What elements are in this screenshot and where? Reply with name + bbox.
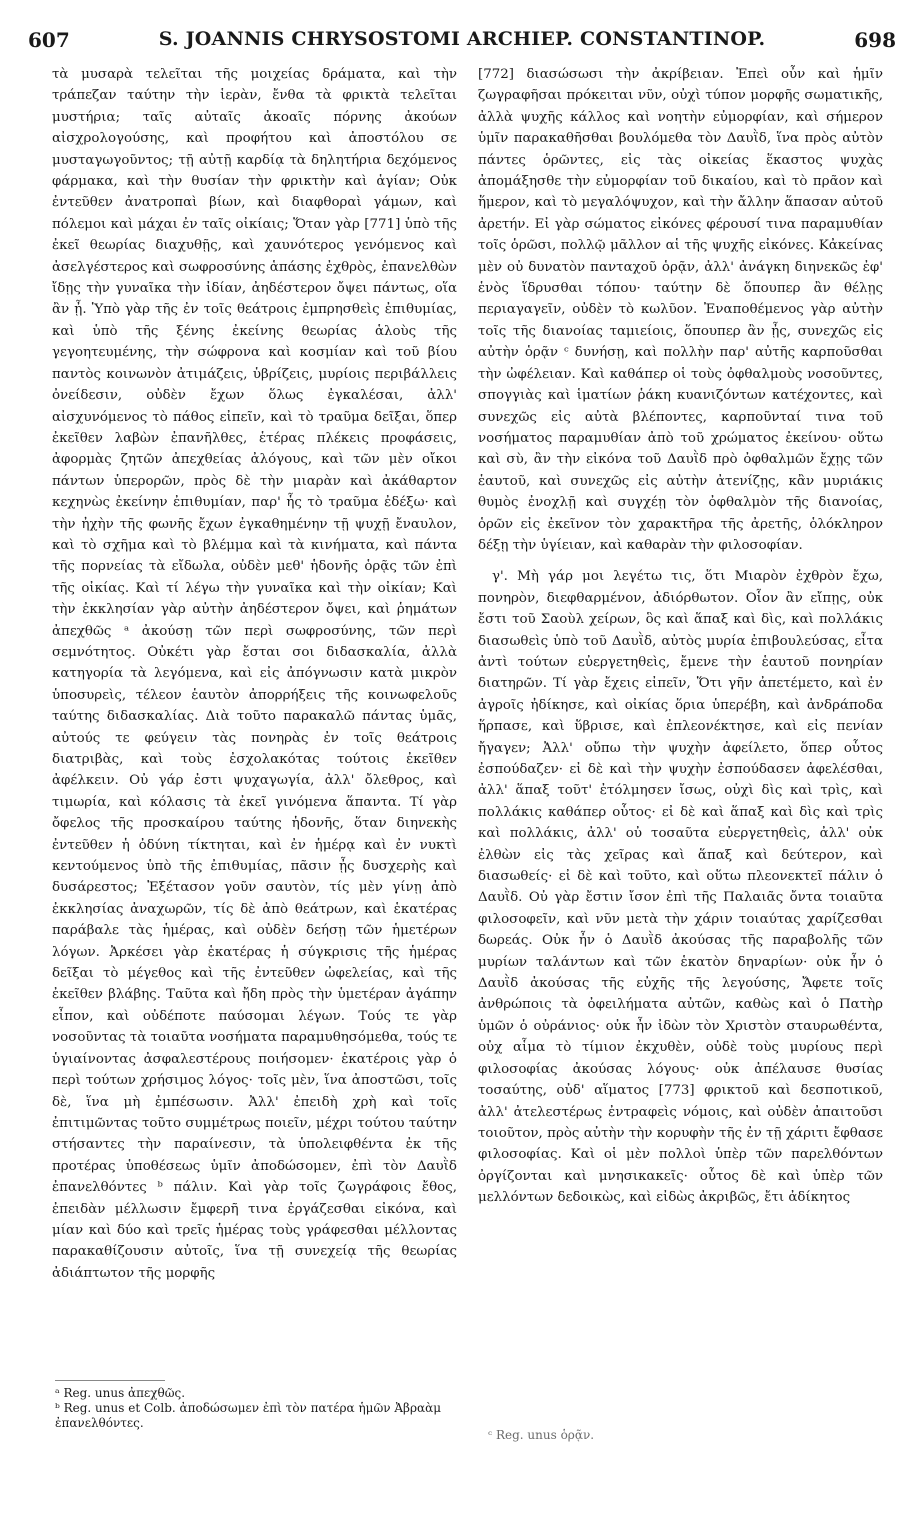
right-paragraph: [772] διασώσωσι τὴν ἀκρίβειαν. Ἐπεὶ οὖν καὶ ἡμῖν ζωγραφῆσαι πρόκειται νῦν, οὐχὶ τύπον μορφῆς σωματικῆς, ἀλλὰ ψυχῆς κάλλος καὶ νοητὴν εὐμορφίαν, καὶ σήμερον ὑμῖν παρακαθῆσθαι βουλόμεθα τὸν Δαυῒδ, ἵνα πρὸς αὐτὸν πάντες ὁρῶντες, εἰς τὰς οἰκείας ἕκαστος ψυχὰς ἀπομάξησθε τὴν εὐμορφίαν τοῦ δικαίου, καὶ τὸ πρᾶον καὶ ἥμερον, καὶ τὸ μεγαλόψυχον, καὶ τὴν ἄλλην ἅπασαν αὐτοῦ ἀρετήν. Εἰ γὰρ σώματος εἰκόνες φέρουσί τινα παραμυθίαν τοῖς ὁρῶσι, πολλῷ μᾶλλον αἱ τῆς ψυχῆς εἰκόνες. Κἀκείνας μὲν οὐ δυνατὸν πανταχοῦ ὁρᾷν, ἀλλ' ἀνάγκη διηνεκῶς ἐφ' ἑνὸς ἵδρυσθαι τόπου· ταύτην δὲ ὅπουπερ ἂν θέλῃς περιαγαγεῖν, οὐδὲν τὸ κωλῦον. Ἐναποθέμενος γὰρ αὐτὴν τοῖς τῆς διανοίας ταμιείοις, ὅπουπερ ἂν ᾖς, συνεχῶς εἰς αὐτὴν ὁρᾷν ᶜ δυνήσῃ, καὶ πολλὴν παρ' αὐτῆς καρποῦσθαι τὴν ὠφέλειαν. Καὶ καθάπερ οἱ τοὺς ὀφθαλμοὺς νοσοῦντες, σπογγιὰς καὶ ἱματίων ῥάκη κυανιζόντων κατέχοντες, καὶ συνεχῶς εἰς αὐτὰ βλέποντες, καρποῦνταί τινα τοῦ νοσήματος παραμυθίαν ἀπὸ τοῦ χρώματος ἐκείνου· οὕτω καὶ σὺ, ἂν τὴν εἰκόνα τοῦ Δαυῒδ πρὸ ὀφθαλμῶν ἔχῃς τῶν ἑαυτοῦ, καὶ συνεχῶς εἰς αὐτὴν ἀτενίζῃς, κἂν μυριάκις θυμὸς ἐνοχλῇ καὶ συγχέῃ τὸν ὀφθαλμὸν τῆς διανοίας, ὁρῶν εἰς ἐκεῖνον τὸν χαρακτῆρα τῆς ἀρετῆς, ὁλόκληρον δέξῃ τὴν ὑγίειαν, καὶ καθαρὰν τὴν φιλοσοφίαν. <box>478 67 883 553</box>
footnotes-left <box>55 1386 455 1431</box>
footnote: ᵇ Reg. unus et Colb. ἀποδώσωμεν ἐπὶ τὸν πατέρα ἡμῶν Ἀβραὰμ ἐπανελθόντες. <box>55 1401 442 1430</box>
running-title: S. JOANNIS CHRYSOSTOMI ARCHIEP. CONSTANTINOP. <box>158 28 766 50</box>
page-number-left: 607 <box>28 28 70 52</box>
footnotes-right <box>488 1428 868 1443</box>
left-paragraph: τὰ μυσαρὰ τελεῖται τῆς μοιχείας δράματα, καὶ τὴν τράπεζαν ταύτην τὴν ἱερὰν, ἔνθα τὰ φρικτὰ τελεῖται μυστήρια; ταῖς αὐταῖς ἀκοαῖς πόρνης ἀκούων αἰσχρολογούσης, καὶ προφήτου καὶ ἀποστόλου σε μυσταγωγοῦντος; τῇ αὐτῇ καρδίᾳ τὰ δηλητήρια δεχόμενος φάρμακα, καὶ τὴν θυσίαν τὴν φρικτὴν καὶ ἁγίαν; Οὐκ ἐντεῦθεν ἀνατροπαὶ βίων, καὶ διαφθοραὶ γάμων, καὶ πόλεμοι καὶ μάχαι ἐν ταῖς οἰκίαις; Ὅταν γὰρ [771] ὑπὸ τῆς ἐκεῖ θεωρίας διαχυθῇς, καὶ χαυνότερος γενόμενος καὶ ἀσελγέστερος καὶ σωφροσύνης ἁπάσης ἐχθρὸς, ἐπανελθὼν ἴδῃς τὴν γυναῖκα τὴν ἰδίαν, ἀηδέστερον ὄψει πάντως, οἵα ἂν ᾖ. Ὑπὸ γὰρ τῆς ἐν τοῖς θεάτροις ἐμπρησθεὶς ἐπιθυμίας, καὶ ὑπὸ τῆς ξένης ἐκείνης θεωρίας ἁλοὺς τῆς γεγοητευμένης, τὴν σώφρονα καὶ κοσμίαν καὶ τοῦ βίου παντὸς κοινωνὸν ἀτιμάζεις, ὑβρίζεις, μυρίοις περιβάλλεις ὀνείδεσιν, οὐδὲν ἔχων ὅλως ἐγκαλέσαι, ἀλλ' αἰσχυνόμενος τὸ πάθος εἰπεῖν, καὶ τὸ τραῦμα δεῖξαι, ὅπερ ἐκεῖθεν λαβὼν ἐπανῆλθες, ἑτέρας πλέκεις προφάσεις, ἀφορμὰς ζητῶν ἀπεχθείας ἀλόγους, καὶ τῶν μὲν οἴκοι πάντων ὑπερορῶν, πρὸς δὲ τὴν μιαρὰν καὶ ἀκάθαρτον κεχηνὼς ἐκείνην ἐπιθυμίαν, παρ' ἧς τὸ τραῦμα ἐδέξω· καὶ τὴν ἠχὴν τῆς φωνῆς ἔχων ἐγκαθημένην τῇ ψυχῇ ἔναυλον, καὶ τὸ σχῆμα καὶ τὸ βλέμμα καὶ τὰ κινήματα, καὶ πάντα τῆς πορνείας τὰ εἴδωλα, οὐδὲν μεθ' ἡδονῆς ὁρᾷς τῶν ἐπὶ τῆς οἰκίας. Καὶ τί λέγω τὴν γυναῖκα καὶ τὴν οἰκίαν; Καὶ τὴν ἐκκλησίαν γὰρ αὐτὴν ἀηδέστερον ὄψει, καὶ ῥημάτων ἀπεχθῶς ᵃ ἀκούσῃ τῶν περὶ σωφροσύνης, τῶν περὶ σεμνότητος. Οὐκέτι γὰρ ἔσται σοι διδασκαλία, ἀλλὰ κατηγορία τὰ λεγόμενα, καὶ εἰς ἀπόγνωσιν κατὰ μικρὸν ὑποσυρεὶς, τέλεον ἑαυτὸν ἀπορρήξεις τῆς κοινωφελοῦς ταύτης διδασκαλίας. Διὰ τοῦτο παρακαλῶ πάντας ὑμᾶς, αὐτούς τε φεύγειν τὰς πονηρὰς ἐν τοῖς θεάτροις διατριβὰς, καὶ τοὺς ἐσχολακότας τούτοις ἐκεῖθεν ἀφέλκειν. Οὐ γάρ ἐστι ψυχαγωγία, ἀλλ' ὄλεθρος, καὶ τιμωρία, καὶ κόλασις τὰ ἐκεῖ γινόμενα ἅπαντα. Τί γὰρ ὄφελος τῆς προσκαίρου ταύτης ἡδονῆς, ὅταν διηνεκὴς ἐντεῦθεν ἡ ὀδύνη τίκτηται, καὶ ἐν ἡμέρᾳ καὶ ἐν νυκτὶ κεντούμενος ὑπὸ τῆς ἐπιθυμίας, πᾶσιν ᾖς δυσχερὴς καὶ δυσάρεστος; Ἐξέτασον γοῦν σαυτὸν, τίς μὲν γίνῃ ἀπὸ ἐκκλησίας ἀναχωρῶν, τίς δὲ ἀπὸ θεάτρων, καὶ ἑκατέρας παράβαλε τὰς ἡμέρας, καὶ οὐδὲν δεήσῃ τῶν ἡμετέρων λόγων. Ἀρκέσει γὰρ ἑκατέρας ἡ σύγκρισις τῆς ἡμέρας δεῖξαι τὸ μέγεθος καὶ τῆς ἐντεῦθεν ὠφελείας, καὶ τῆς ἐκεῖθεν βλάβης. Ταῦτα καὶ ἤδη πρὸς τὴν ὑμετέραν ἀγάπην εἶπον, καὶ οὐδέποτε παύσομαι λέγων. Τούς τε γὰρ νοσοῦντας τὰ τοιαῦτα νοσήματα παραμυθησόμεθα, τούς τε ὑγιαίνοντας ἀσφαλεστέρους ποιήσομεν· ἑκατέροις γὰρ ὁ περὶ τούτων χρήσιμος λόγος· τοῖς μὲν, ἵνα ἀποστῶσι, τοῖς δὲ, ἵνα μὴ ἐμπέσωσιν. Ἀλλ' ἐπειδὴ χρὴ καὶ τοῖς ἐπιτιμῶντας τοῦτο συμμέτρως ποιεῖν, μέχρι τούτου ταύτην στήσαντες τὴν παραίνεσιν, τὰ ὑπολειφθέντα ἐκ τῆς προτέρας ὑποθέσεως ὑμῖν ἀποδώσομεν, ἐπὶ τὸν Δαυῒδ ἐπανελθόντες ᵇ πάλιν. Καὶ γὰρ τοῖς ζωγράφοις ἔθος, ἐπειδὰν μέλλωσιν ἔμφερῆ τινα ἐργάζεσθαι εἰκόνα, καὶ μίαν καὶ δύο καὶ τρεῖς ἡμέρας τοὺς γράφεσθαι μέλλοντας παρακαθίζουσιν αὐτοῖς, ἵνα τῇ συνεχείᾳ τῆς θεωρίας ἀδιάπτωτον τῆς μορφῆς <box>52 67 457 1281</box>
right-paragraph: γ'. Μὴ γάρ μοι λεγέτω τις, ὅτι Μιαρὸν ἐχθρὸν ἔχω, πονηρὸν, διεφθαρμένον, ἀδιόρθωτον. Οἷον ἂν εἴπῃς, οὐκ ἔστι τοῦ Σαοὺλ χείρων, ὃς καὶ ἅπαξ καὶ δὶς, καὶ πολλάκις διασωθεὶς ὑπὸ τοῦ Δαυῒδ, αὐτὸς μυρία ἐπιβουλεύσας, εἶτα ἀντὶ τούτων εὐεργετηθεὶς, ἔμενε τὴν ἑαυτοῦ πονηρίαν διατηρῶν. Τί γὰρ ἔχεις εἰπεῖν, Ὅτι γῆν ἀπετέμετο, καὶ ἐν ἀγροῖς ἠδίκησε, καὶ οἰκίας ὅρια ὑπερέβη, καὶ ἀνδράποδα ἥρπασε, καὶ ὕβρισε, καὶ ἐπλεονέκτησε, καὶ εἰς πενίαν ἤγαγεν; Ἀλλ' οὔπω τὴν ψυχὴν ἀφείλετο, ὅπερ οὗτος ἐσπούδαζεν· εἰ δὲ καὶ τὴν ψυχὴν ἐσπούδασεν ἀφελέσθαι, ἀλλ' ἅπαξ τοῦτ' ἐτόλμησεν ἴσως, οὐχὶ δὶς καὶ τρὶς, καὶ πολλάκις καθάπερ οὗτος· εἰ δὲ καὶ ἅπαξ καὶ δὶς καὶ τρὶς καὶ πολλάκις, ἀλλ' οὐ τοσαῦτα εὐεργετηθεὶς, ἀλλ' οὐκ ἐλθὼν εἰς τὰς χεῖρας καὶ ἅπαξ καὶ δεύτερον, καὶ διασωθείς· εἰ δὲ καὶ τοῦτο, καὶ οὕτω πλεονεκτεῖ πάλιν ὁ Δαυῒδ. Οὐ γὰρ ἔστιν ἴσον ἐπὶ τῆς Παλαιᾶς ὄντα τοιαῦτα φιλοσοφεῖν, καὶ νῦν μετὰ τὴν χάριν τοιαύτας χαρίζεσθαι δωρεάς. Οὐκ ἦν ὁ Δαυῒδ ἀκούσας τῆς παραβολῆς τῶν μυρίων ταλάντων καὶ τῶν ἑκατὸν δηναρίων· οὐκ ἦν ὁ Δαυῒδ ἀκούσας τῆς εὐχῆς τῆς λεγούσης, Ἄφετε τοῖς ἀνθρώποις τὰ ὀφειλήματα αὐτῶν, καθὼς καὶ ὁ Πατὴρ ὑμῶν ὁ οὐράνιος· οὐκ ἦν ἰδὼν τὸν Χριστὸν σταυρωθέντα, οὐχ αἷμα τὸ τίμιον ἐκχυθὲν, οὐδὲ τοὺς μυρίους περὶ φιλοσοφίας ἀκούσας λόγους· οὐκ ἀπέλαυσε θυσίας τοσαύτης, οὐδ' αἵματος [773] φρικτοῦ καὶ δεσποτικοῦ, ἀλλ' ἀτελεστέρως ἐντραφεὶς νόμοις, καὶ οὐδὲν ἀπαιτοῦσι τοιοῦτον, πρὸς αὐτὴν τὴν κορυφὴν τῆς ἐν τῇ χάριτι ἔφθασε φιλοσοφίας. Καὶ οἱ μὲν πολλοὶ ὑπὲρ τῶν παρελθόντων ὀργίζονται καὶ μνησικακεῖς· οὗτος δὲ καὶ ὑπὲρ τῶν μελλόντων δεδοικὼς, καὶ εἰδὼς ἀκριβῶς, ἔτι ἀδίκητος <box>478 569 883 1206</box>
page-number-right: 698 <box>854 28 896 52</box>
running-header <box>28 28 896 62</box>
footnote: ᵃ Reg. unus ἀπεχθῶς. <box>55 1386 186 1400</box>
footnote: ᶜ Reg. unus ὁρᾷν. <box>488 1428 595 1442</box>
left-column <box>52 64 457 1284</box>
footnote-rule-left <box>55 1380 165 1381</box>
right-column <box>478 64 883 1209</box>
